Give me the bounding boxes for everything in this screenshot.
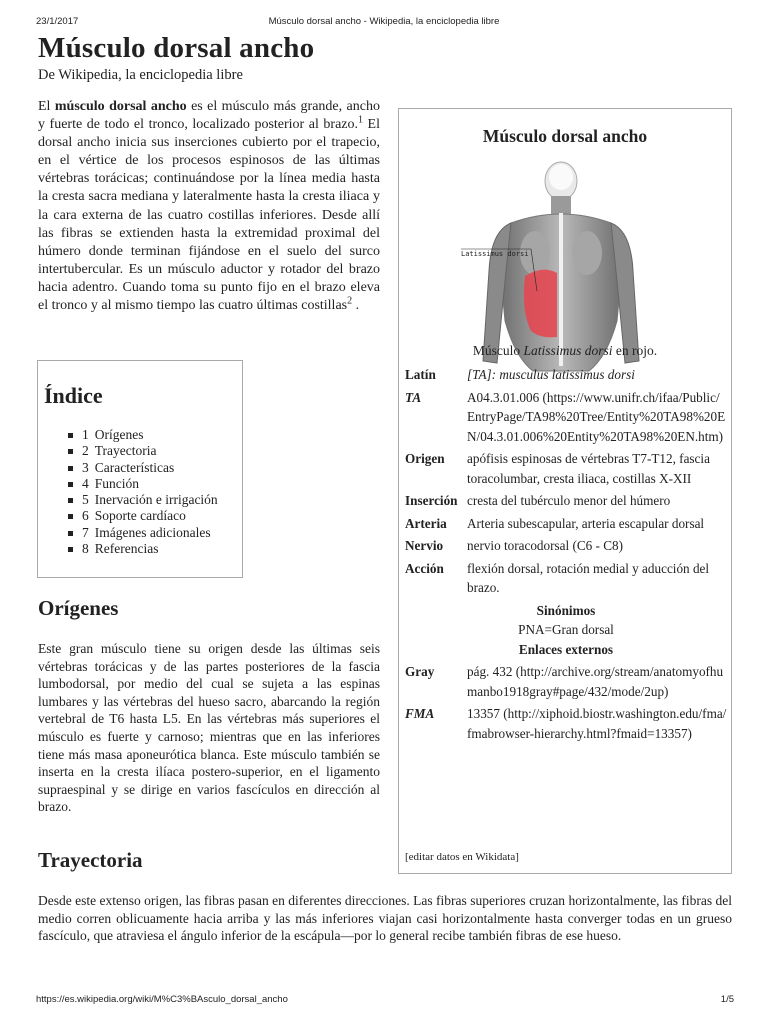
fma-label[interactable]: FMA — [405, 706, 435, 721]
toc-item-label: Imágenes adicionales — [94, 524, 211, 540]
section-text-origenes: Este gran músculo tiene su origen desde las últimas seis vértebras torácicas y de las partes posteriores de la fascia lumbodorsal, por medio del cual se sujeta a las espinas lumbares y las vértebras del hueso sacro, abarcando la región vertebral de T6 hasta L5. En las vértebras más superiores el músculo es fuerte y carnoso; mientras que en las inferiores tiene más masa aponeurótica blanca. Este músculo también se inserta en la cresta ilíaca postero-superior, en el ligamento supraespinal y se dirige en varios fascículos en dirección al brazo. — [38, 641, 380, 815]
edit-wikidata-link[interactable]: [editar datos en Wikidata] — [405, 851, 519, 863]
print-page-number: 1/5 — [720, 994, 734, 1005]
toc-item-number: 2 — [82, 443, 89, 459]
row-latin — [405, 365, 727, 385]
row-label: Acción — [405, 560, 444, 576]
toc-item-number: 8 — [82, 541, 89, 557]
caption-pre: Músculo — [472, 343, 524, 358]
row-nervio — [405, 533, 727, 556]
table-of-contents — [37, 360, 243, 578]
toc-item-label: Referencias — [94, 541, 159, 557]
toc-item[interactable] — [68, 460, 218, 476]
synonyms-heading: Sinónimos — [536, 602, 596, 618]
toc-item-label: Características — [94, 459, 175, 475]
toc-item[interactable] — [68, 443, 218, 459]
toc-item-number: 5 — [82, 492, 89, 508]
row-label: Origen — [405, 451, 445, 466]
section-heading-trayectoria: Trayectoria — [38, 848, 143, 872]
figure-label: Latissimus dorsi — [461, 250, 529, 258]
row-label[interactable] — [405, 701, 467, 743]
toc-item-number: 6 — [82, 508, 89, 524]
row-label[interactable]: Gray — [405, 664, 435, 679]
row-synonyms-value — [405, 620, 727, 640]
toc-item-label: Función — [94, 475, 140, 491]
row-value[interactable]: 13357 (http://xiphoid.biostr.washington.edu/fma/fmabrowser-hierarchy.html?fmaid=13357) — [467, 706, 727, 741]
toc-item-label: Orígenes — [94, 427, 144, 442]
row-label[interactable] — [405, 385, 467, 447]
infobox-title: Músculo dorsal ancho — [482, 126, 648, 146]
row-label: Nervio — [405, 538, 444, 553]
intro-text-1: es el músculo más grande, ancho y fuerte de todo el tronco, localizado posterior al brazo. — [38, 99, 380, 133]
infobox — [398, 108, 732, 874]
external-links-heading: Enlaces externos — [518, 641, 614, 657]
reference-2-link[interactable]: 2 — [347, 295, 353, 307]
ta-label[interactable]: TA — [405, 389, 422, 405]
infobox-table — [405, 365, 727, 743]
intro-prefix: El — [38, 99, 55, 114]
print-page-title: Músculo dorsal ancho - Wikipedia, la enciclopedia libre — [268, 16, 500, 27]
toc-item-number: 3 — [82, 459, 89, 475]
row-fma — [405, 701, 727, 743]
toc-item-number: 4 — [82, 475, 89, 491]
row-value: Arteria subescapular, arteria escapular dorsal — [467, 515, 705, 531]
row-insercion — [405, 488, 727, 511]
row-value — [467, 365, 727, 385]
figure-caption — [399, 343, 731, 359]
page-title: Músculo dorsal ancho — [38, 32, 315, 64]
caption-post: en rojo. — [612, 343, 658, 358]
row-value: nervio toracodorsal (C6 - C8) — [467, 538, 624, 553]
intro-text-2: El dorsal ancho inicia sus inserciones cubierto por el trapecio, en el vértice de los procesos espinosos de las últimas vértebras torácicas; continuándose por la línea media hasta la cresta sacra mediana y lateralmente hasta la cresta iliaca y la cara externa de las cuatro costillas inferiores. Desde allí las fibras se extienden hasta la extremidad proximal del húmero donde terminan fijándose en el suelo del surco intertubercular. Es un músculo aductor y rotador del brazo hacia adentro. Cuando toma su punto fijo en el brazo eleva el tronco y al mismo tiempo las cuatro últimas costillas — [38, 117, 380, 314]
row-value: cresta del tubérculo menor del húmero — [467, 493, 671, 508]
intro-bold-term: músculo dorsal ancho — [54, 99, 187, 114]
toc-item[interactable] — [68, 476, 218, 492]
toc-item[interactable] — [68, 541, 218, 557]
intro-paragraph — [38, 98, 380, 315]
print-date: 23/1/2017 — [36, 16, 79, 27]
toc-list — [68, 427, 218, 557]
row-origen — [405, 446, 727, 488]
toc-item[interactable] — [68, 508, 218, 524]
row-label: Latín — [405, 367, 436, 382]
intro-end: . — [352, 298, 360, 314]
toc-item[interactable] — [68, 525, 218, 541]
caption-italic: Latissimus dorsi — [523, 343, 613, 358]
reference-1-link[interactable]: 1 — [358, 114, 363, 126]
toc-item[interactable] — [68, 427, 218, 443]
toc-item-label: Soporte cardíaco — [94, 508, 186, 524]
row-ta — [405, 385, 727, 447]
latin-value: [TA]: musculus latissimus dorsi — [467, 367, 635, 382]
toc-item-number: 7 — [82, 524, 89, 540]
row-accion — [405, 556, 727, 598]
row-synonyms-heading — [405, 598, 727, 621]
page-tagline: De Wikipedia, la enciclopedia libre — [38, 67, 243, 83]
print-url: https://es.wikipedia.org/wiki/M%C3%BAsculo_dorsal_ancho — [36, 994, 288, 1005]
row-label: Arteria — [405, 515, 447, 531]
toc-item[interactable] — [68, 492, 218, 508]
section-heading-origenes: Orígenes — [38, 596, 119, 620]
row-value[interactable]: pág. 432 (http://archive.org/stream/anatomyofhumanbo1918gray#page/432/mode/2up) — [467, 664, 724, 699]
toc-heading: Índice — [44, 383, 103, 408]
row-arteria — [405, 511, 727, 534]
row-links-heading — [405, 640, 727, 660]
row-value[interactable]: A04.3.01.006 (https://www.unifr.ch/ifaa/Public/EntryPage/TA98%20Tree/Entity%20TA98%20EN/04.3.01.006%20Entity%20TA98%20EN.htm) — [467, 389, 726, 444]
section-text-trayectoria: Desde este extenso origen, las fibras pasan en diferentes direcciones. Las fibras superiores cruzan horizontalmente, las fibras del medio corren oblicuamente hacia arriba y las más inferiores viajan casi horizontalmente hasta converger todas en un grueso fascículo, que atraviesa el ángulo inferior de la escápula—por lo general recibe también fibras de ese hueso. — [38, 893, 732, 944]
toc-item-label: Trayectoria — [94, 443, 157, 459]
row-gray — [405, 659, 727, 701]
row-label: Inserción — [405, 493, 458, 508]
toc-item-number: 1 — [82, 427, 89, 442]
synonyms-value: PNA=Gran dorsal — [518, 622, 614, 637]
row-value: apófisis espinosas de vértebras T7-T12, fascia toracolumbar, cresta iliaca, costillas X-XII — [467, 451, 710, 486]
toc-item-label: Inervación e irrigación — [94, 492, 218, 508]
row-value: flexión dorsal, rotación medial y aducción del brazo. — [467, 560, 710, 595]
